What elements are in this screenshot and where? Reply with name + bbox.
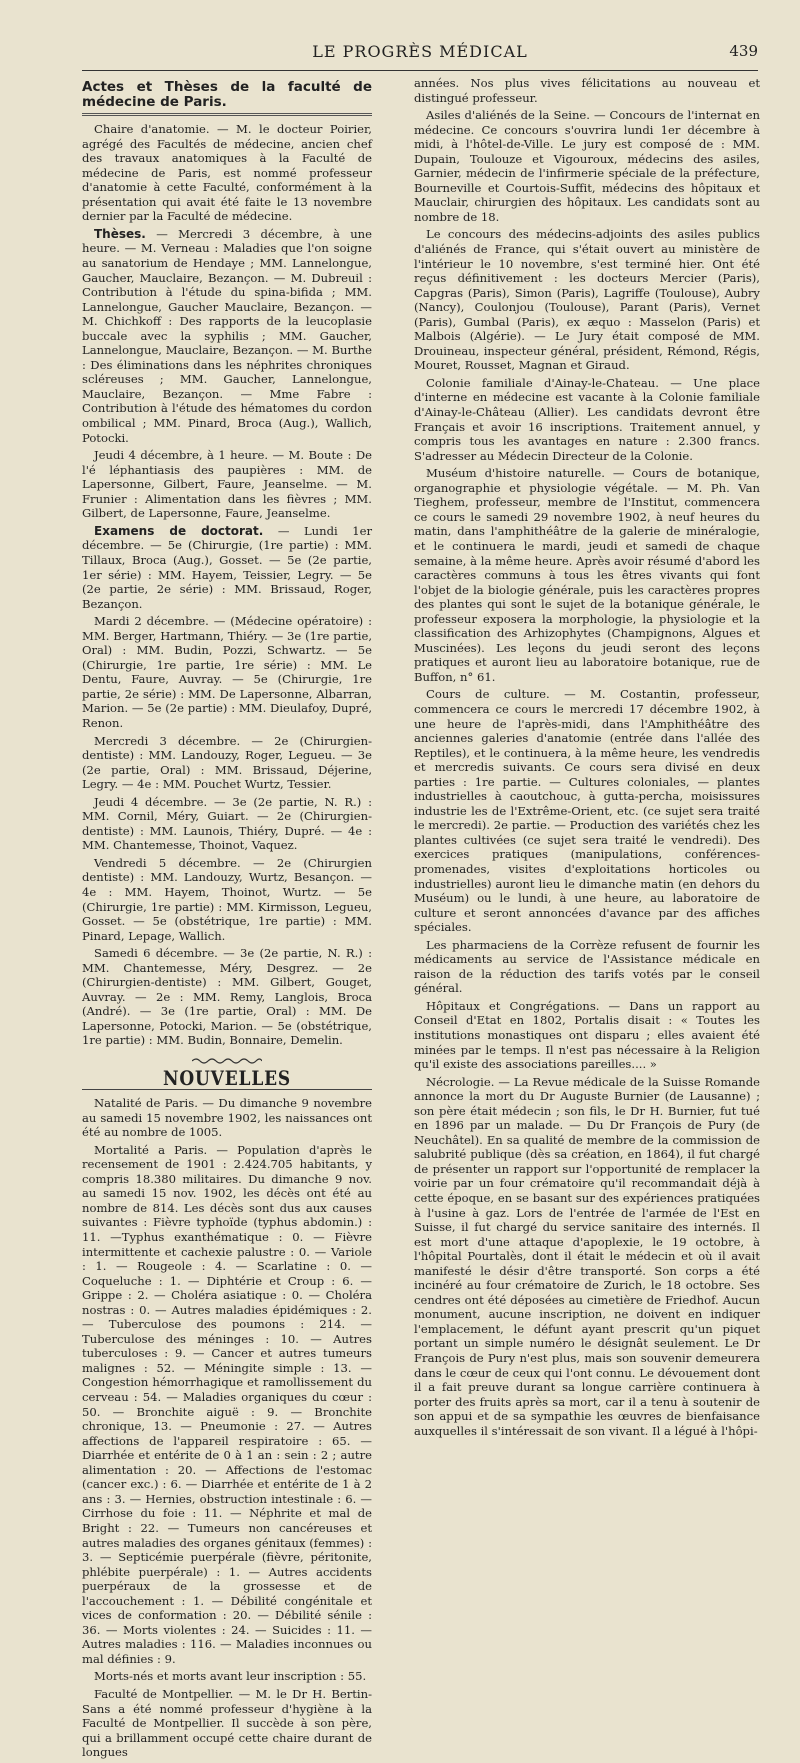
natalite-paragraph: Natalité de Paris. — Du dimanche 9 novembre au samedi 15 novembre 1902, les naissances ont été au nombre de 1005. xyxy=(82,1096,372,1140)
colonie-paragraph: Colonie familiale d'Ainay-le-Chateau. — Une place d'interne en médecine est vacante à la Colonie familiale d'Ainay-le-Château (Allier). Les candidats devront être Français et avoir 16 inscriptions. Traitement annuel, y compris tous les avantages en nature : 2.300 francs. S'adresser au Médecin Directeur de la Colonie. xyxy=(414,375,760,463)
page-header xyxy=(82,40,758,71)
necrologie-paragraph: Nécrologie. — La Revue médicale de la Suisse Romande annonce la mort du Dr Auguste Burnier (de Lausanne) ; son père était médecin ; son fils, le Dr H. Burnier, fut tué en 1896 par un malade. — Du Dr François de Pury (de Neuchâtel). En sa qualité de membre de la commission de salubrité publique (dès sa création, en 1864), il fut chargé de présenter un rapport sur l'opportunité de remplacer la voirie par un four crématoire qu'il recommandait déjà à cette époque, en se basant sur des expériences pratiquées à l'usine à gaz. Lors de l'entrée de l'armée de l'Est en Suisse, il fut chargé du service sanitaire des internés. Il est mort d'une attaque d'apoplexie, le 19 octobre, à l'hôpital Pourtalès, dont il était le médecin et où il avait manifesté le désir d'être transporté. Son corps a été incinéré au four crématoire de Zurich, le 18 octobre. Ses cendres ont été déposées au cimetière de Friedhof. Aucun monument, aucune inscription, ne doivent en indiquer l'emplacement, le défunt ayant prescrit qu'un piquet portant un simple numéro le désignât seulement. Le Dr François de Pury n'est plus, mais son souvenir demeurera dans le cœur de ceux qui l'ont connu. Le dévouement dont il a fait preuve durant sa longue carrière continuera à porter des fruits après sa mort, car il a tenu à soutenir de son appui et de sa sympathie les œuvres de bienfaisance auxquelles il s'intéressait de son vivant. Il a légué à l'hôpi- xyxy=(414,1074,760,1438)
page-number: 439 xyxy=(729,42,758,60)
chaire-paragraph: Chaire d'anatomie. — M. le docteur Poirier, agrégé des Facultés de médecine, ancien chef des travaux anatomiques à la Faculté de médecine de Paris, est nommé professeur d'anatomie à cette Faculté, conformément à la présentation qui avait été faite le 13 novembre dernier par la Faculté de médecine. xyxy=(82,122,372,224)
examens-label: Examens de doctorat. xyxy=(94,523,264,538)
theses-label: Thèses. xyxy=(94,226,146,241)
morts-nes-paragraph: Morts-nés et morts avant leur inscription : 55. xyxy=(94,1669,367,1684)
culture-paragraph: Cours de culture. — M. Costantin, professeur, commencera ce cours le mercredi 17 décembre 1902, à une heure de l'après-midi, dans l'Amphithéâtre des anciennes galeries d'anatomie (entrée dans l'allée des Reptiles), et le continuera, à la même heure, les vendredis et mercredis suivants. Ce cours sera divisé en deux parties : 1re partie. — Cultures coloniales, — plantes industrielles à caoutchouc, à gutta-percha, moisissures industrie les de l'Extrême-Orient, etc. (ce sujet sera traité le mercredi). 2e partie. — Production des variétés chez les plantes cultivées (ce sujet sera traité le vendredi). Des exercices pratiques (manipulations, conférences-promenades, visites d'exploitations horticoles ou industrielles) auront lieu le dimanche matin (en dehors du Muséum) ou le lundi, à une heure, au laboratoire de culture et seront annoncées d'avance par des affiches spéciales. xyxy=(414,687,760,935)
concours-paragraph: Le concours des médecins-adjoints des asiles publics d'aliénés de France, qui s'était ouvert au ministère de l'intérieur le 10 novembre, s'est terminé hier. Ont été reçus définitivement : les docteurs Mercier (Paris), Capgras (Paris), Simon (Paris), Lagriffe (Toulouse), Aubry (Nancy), Coulonjou (Toulouse), Parant (Paris), Vernet (Paris), Gumbal (Paris), ex æquo : Masselon (Paris) et Malbois (Algérie). — Le Jury était composé de MM. Drouineau, inspecteur général, président, Rémond, Régis, Mouret, Rousset, Magnan et Giraud. xyxy=(414,227,760,373)
asiles-paragraph: Asiles d'aliénés de la Seine. — Concours de l'internat en médecine. Ce concours s'ouvrira lundi 1er décembre à midi, à l'hôtel-de-Ville. Le jury est composé de : MM. Dupain, Toulouze et Vigouroux, médecins des asiles, Garnier, médecin de l'infirmerie spéciale de la préfecture, Bourneville et Courtois-Suffit, médecins des hôpitaux et Mauclair, chirurgien des hôpitaux. Les candidats sont au nombre de 18. xyxy=(414,108,760,224)
section-rule xyxy=(82,113,372,116)
mortalite-paragraph: Mortalité a Paris. — Population d'après le recensement de 1901 : 2.424.705 habitants, y compris 18.380 militaires. Du dimanche 9 nov. au samedi 15 nov. 1902, les décès ont été au nombre de 814. Les décès sont dus aux causes suivantes : Fièvre typhoïde (typhus abdomin.) : 11. —Typhus exanthématique : 0. — Fièvre intermittente et cachexie palustre : 0. — Variole : 1. — Rougeole : 4. — Scarlatine : 0. — Coqueluche : 1. — Diphtérie et Croup : 6. — Grippe : 2. — Choléra asiatique : 0. — Choléra nostras : 0. — Autres maladies épidémiques : 2. — Tuberculose des poumons : 214. — Tuberculose des méninges : 10. — Autres tuberculoses : 9. — Cancer et autres tumeurs malignes : 52. — Méningite simple : 13. — Congestion hémorrhagique et ramollissement du cerveau : 54. — Maladies organiques du cœur : 50. — Bronchite aiguë : 9. — Bronchite chronique, 13. — Pneumonie : 27. — Autres affections de l'appareil respiratoire : 65. — Diarrhée et entérite de 0 à 1 an : sein : 2 ; autre alimentation : 20. — Affections de l'estomac (cancer exc.) : 6. — Diarrhée et entérite de 1 à 2 ans : 3. — Hernies, obstruction intestinale : 6. — Cirrhose du foie : 11. — Néphrite et mal de Bright : 22. — Tumeurs non cancéreuses et autres maladies des organes génitaux (femmes) : 3. — Septicémie puerpérale (fièvre, péritonite, phlébite puerpérale) : 1. — Autres accidents puerpéraux de la grossesse et de l'accouchement : 1. — Débilité congénitale et vices de conformation : 20. — Débilité sénile : 36. — Morts violentes : 24. — Suicides : 11. — Autres maladies : 116. — Maladies inconnues ou mal définies : 9. xyxy=(82,1142,372,1666)
exam-jeudi: Jeudi 4 décembre. — 3e (2e partie, N. R.) : MM. Cornil, Méry, Guiart. — 2e (Chirurgien-dentiste) : MM. Launois, Thiéry, Dupré. — 4e : MM. Chantemesse, Thoinot, Vaquez. xyxy=(82,794,372,853)
continued-paragraph: années. Nos plus vives félicitations au nouveau et distingué professeur. xyxy=(414,76,760,105)
exam-mardi: Mardi 2 décembre. — (Médecine opératoire) : MM. Berger, Hartmann, Thiéry. — 3e (1re partie, Oral) : MM. Budin, Pozzi, Schwartz. — 5e (Chirurgie, 1re partie, 1re série) : MM. Le Dentu, Faure, Auvray. — 5e (Chirurgie, 1re partie, 2e série) : MM. De Lapersonne, Albarran, Marion. — 5e (2e partie) : MM. Dieulafoy, Dupré, Renon. xyxy=(82,614,372,730)
right-column xyxy=(414,76,760,1441)
hopitaux-paragraph: Hôpitaux et Congrégations. — Dans un rapport au Conseil d'Etat en 1802, Portalis disait : « Toutes les institutions monastiques ont disparu ; elles avaient été minées par le temps. Il n'est pas nécessaire à la Religion qu'il existe des associations pareilles.... » xyxy=(414,998,760,1072)
examens-text: — Lundi 1er décembre. — 5e (Chirurgie, (1re partie) : MM. Tillaux, Broca (Aug.), Gosset. — 5e (2e partie, 1er série) : MM. Hayem, Teissier, Legry. — 5e (2e partie, 2e série) : MM. Brissaud, Roger, Bezançon. xyxy=(82,523,373,611)
theses2-paragraph: Jeudi 4 décembre, à 1 heure. — M. Boute : De l'é léphantiasis des paupières : MM. de Lapersonne, Gilbert, Faure, Jeanselme. — M. Frunier : Alimentation dans les fièvres ; MM. Gilbert, de Lapersonne, Faure, Jeanselme. xyxy=(82,448,372,521)
examens-paragraph xyxy=(82,524,372,611)
theses-paragraph xyxy=(82,227,372,445)
theses-text: — Mercredi 3 décembre, à une heure. — M. Verneau : Maladies que l'on soigne au sanatorium de Hendaye ; MM. Lannelongue, Gaucher, Mauclaire, Bezançon. — M. Dubreuil : Contribution à l'étude du spina-bifida ; MM. Lannelongue, Gaucher Mauclaire, Bezançon. — M. Chichkoff : Des rapports de la leucoplasie buccale avec la syphilis ; MM. Gaucher, Lannelongue, Mauclaire, Bezançon. — M. Burthe : Des éliminations dans les néphrites chroniques scléreuses ; MM. Gaucher, Lannelongue, Mauclaire, Bezançon. — Mme Fabre : Contribution à l'étude des hématomes du cordon ombilical ; MM. Pinard, Broca (Aug.), Wallich, Potocki. xyxy=(82,226,373,445)
section-title: Actes et Thèses de la faculté de médecine de Paris. xyxy=(82,79,372,110)
pharmaciens-paragraph: Les pharmaciens de la Corrèze refusent de fournir les médicaments au service de l'Assistance médicale en raison de la réduction des tarifs votés par le conseil général. xyxy=(414,937,760,996)
exam-vendredi: Vendredi 5 décembre. — 2e (Chirurgien dentiste) : MM. Landouzy, Wurtz, Besançon. — 4e : MM. Hayem, Thoinot, Wurtz. — 5e (Chirurgie, 1re partie) : MM. Kirmisson, Legueu, Gosset. — 5e (obstétrique, 1re partie) : MM. Pinard, Lepage, Wallich. xyxy=(82,855,372,943)
museum-paragraph: Muséum d'histoire naturelle. — Cours de botanique, organographie et physiologie végétale. — M. Ph. Van Tieghem, professeur, membre de l'Institut, commencera ce cours le samedi 29 novembre 1902, à neuf heures du matin, dans l'amphithéâtre de la galerie de minéralogie, et le continuera le mardi, jeudi et samedi de chaque semaine, à la même heure. Après avoir résumé d'abord les caractères communs à tous les êtres vivants qui font l'objet de la biologie générale, puis les caractères propres des plantes qui sont le sujet de la botanique générale, le professeur exposera la morphologie, la physiologie et la classification des Arhizophytes (Champignons, Algues et Muscinées). Les leçons du jeudi seront des leçons pratiques et auront lieu au laboratoire botanique, rue de Buffon, n° 61. xyxy=(414,466,760,684)
exam-mercredi: Mercredi 3 décembre. — 2e (Chirurgien-dentiste) : MM. Landouzy, Roger, Legueu. — 3e (2e partie, Oral) : MM. Brissaud, Déjerine, Legry. — 4e : MM. Pouchet Wurtz, Tessier. xyxy=(82,733,372,792)
exam-samedi: Samedi 6 décembre. — 3e (2e partie, N. R.) : MM. Chantemesse, Méry, Desgrez. — 2e (Chirurgien-dentiste) : MM. Gilbert, Gouget, Auvray. — 2e : MM. Remy, Langlois, Broca (André). — 3e (1re partie, Oral) : MM. De Lapersonne, Potocki, Marion. — 5e (obstétrique, 1re partie) : MM. Budin, Bonnaire, Demelin. xyxy=(82,946,372,1048)
journal-title: LE PROGRÈS MÉDICAL xyxy=(312,42,528,61)
left-column xyxy=(82,76,372,1763)
faculte-paragraph: Faculté de Montpellier. — M. le Dr H. Bertin-Sans a été nommé professeur d'hygiène à la Faculté de Montpellier. Il succède à son père, qui a brillamment occupé cette chaire durant de longues xyxy=(82,1686,372,1760)
nouvelles-heading: NOUVELLES xyxy=(162,1065,292,1090)
